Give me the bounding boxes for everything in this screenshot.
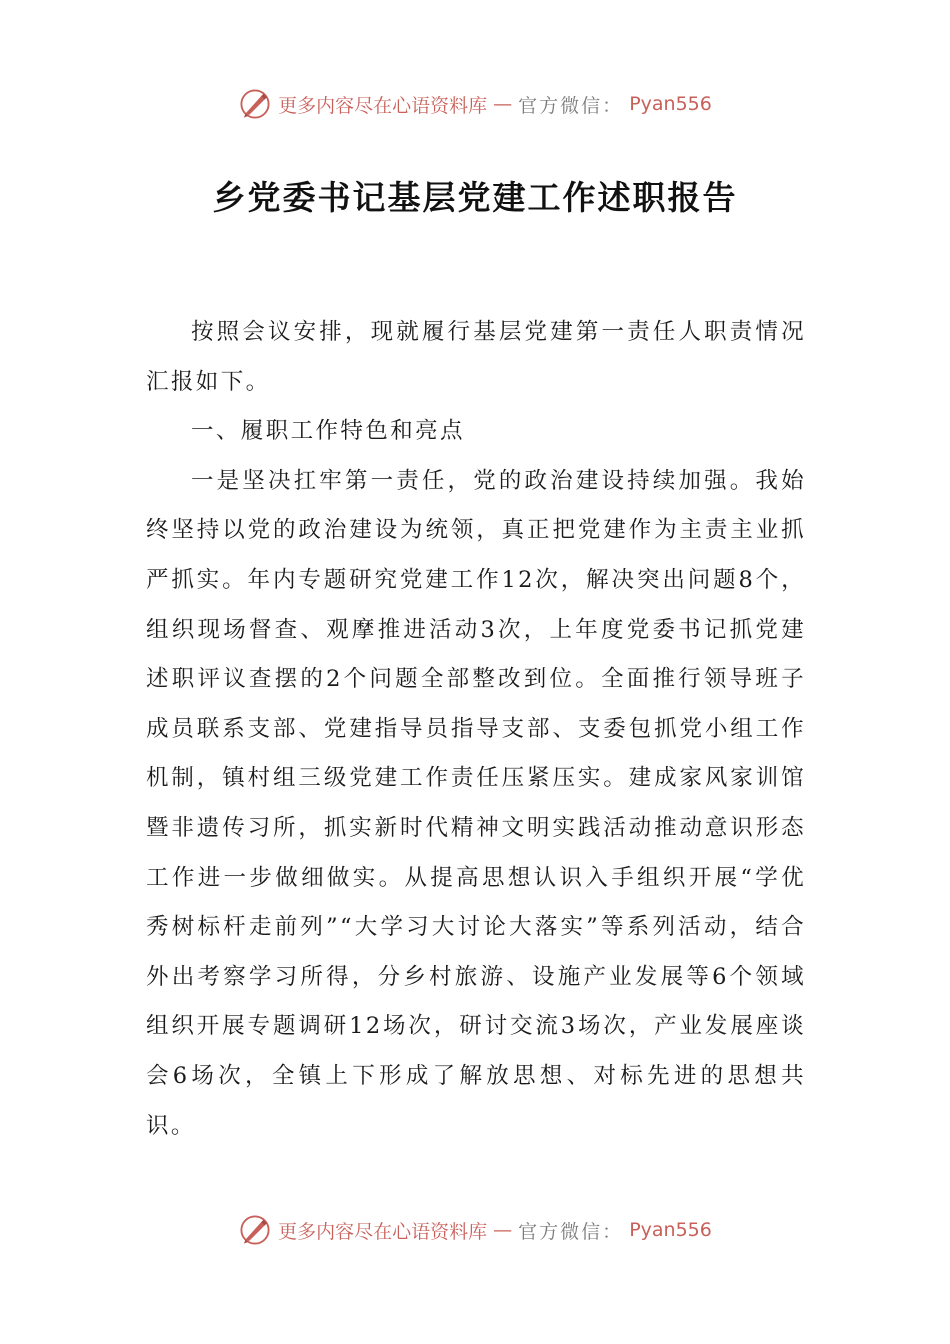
watermark-brand-text: 更多内容尽在心语资料库 [278,1220,488,1243]
watermark-wechat-label: 官方微信： [518,1220,624,1243]
watermark-wechat-id: Pyan556 [629,1219,712,1241]
pen-logo-icon [238,1213,272,1247]
watermark-dash: — [493,1219,513,1241]
watermark-dash: — [493,93,513,115]
watermark-header [0,86,950,122]
document-body [146,308,806,1151]
watermark-wechat-id: Pyan556 [629,93,712,115]
paragraph-intro: 按照会议安排，现就履行基层党建第一责任人职责情况汇报如下。 [146,319,806,395]
document-title: 乡党委书记基层党建工作述职报告 [212,178,738,217]
watermark-brand-text: 更多内容尽在心语资料库 [278,94,488,117]
watermark-footer [0,1212,950,1248]
pen-logo-icon [238,87,272,121]
section-heading: 一、履职工作特色和亮点 [191,418,465,445]
watermark-wechat-label: 官方微信： [518,94,624,117]
paragraph-body: 一是坚决扛牢第一责任，党的政治建设持续加强。我始终坚持以党的政治建设为统领，真正把党建作为主责主业抓严抓实。年内专题研究党建工作12次，解决突出问题8个，组织现场督查、观摩推进活动3次，上年度党委书记抓党建述职评议查摆的2个问题全部整改到位。全面推行领导班子成员联系支部、党建指导员指导支部、支委包抓党小组工作机制，镇村组三级党建工作责任压紧压实。建成家风家训馆暨非遗传习所，抓实新时代精神文明实践活动推动意识形态工作进一步做细做实。从提高思想认识入手组织开展“学优秀树标杆走前列”“大学习大讨论大落实”等系列活动，结合外出考察学习所得，分乡村旅游、设施产业发展等6个领域组织开展专题调研12场次，研讨交流3场次，产业发展座谈会6场次，全镇上下形成了解放思想、对标先进的思想共识。 [146,467,806,1139]
